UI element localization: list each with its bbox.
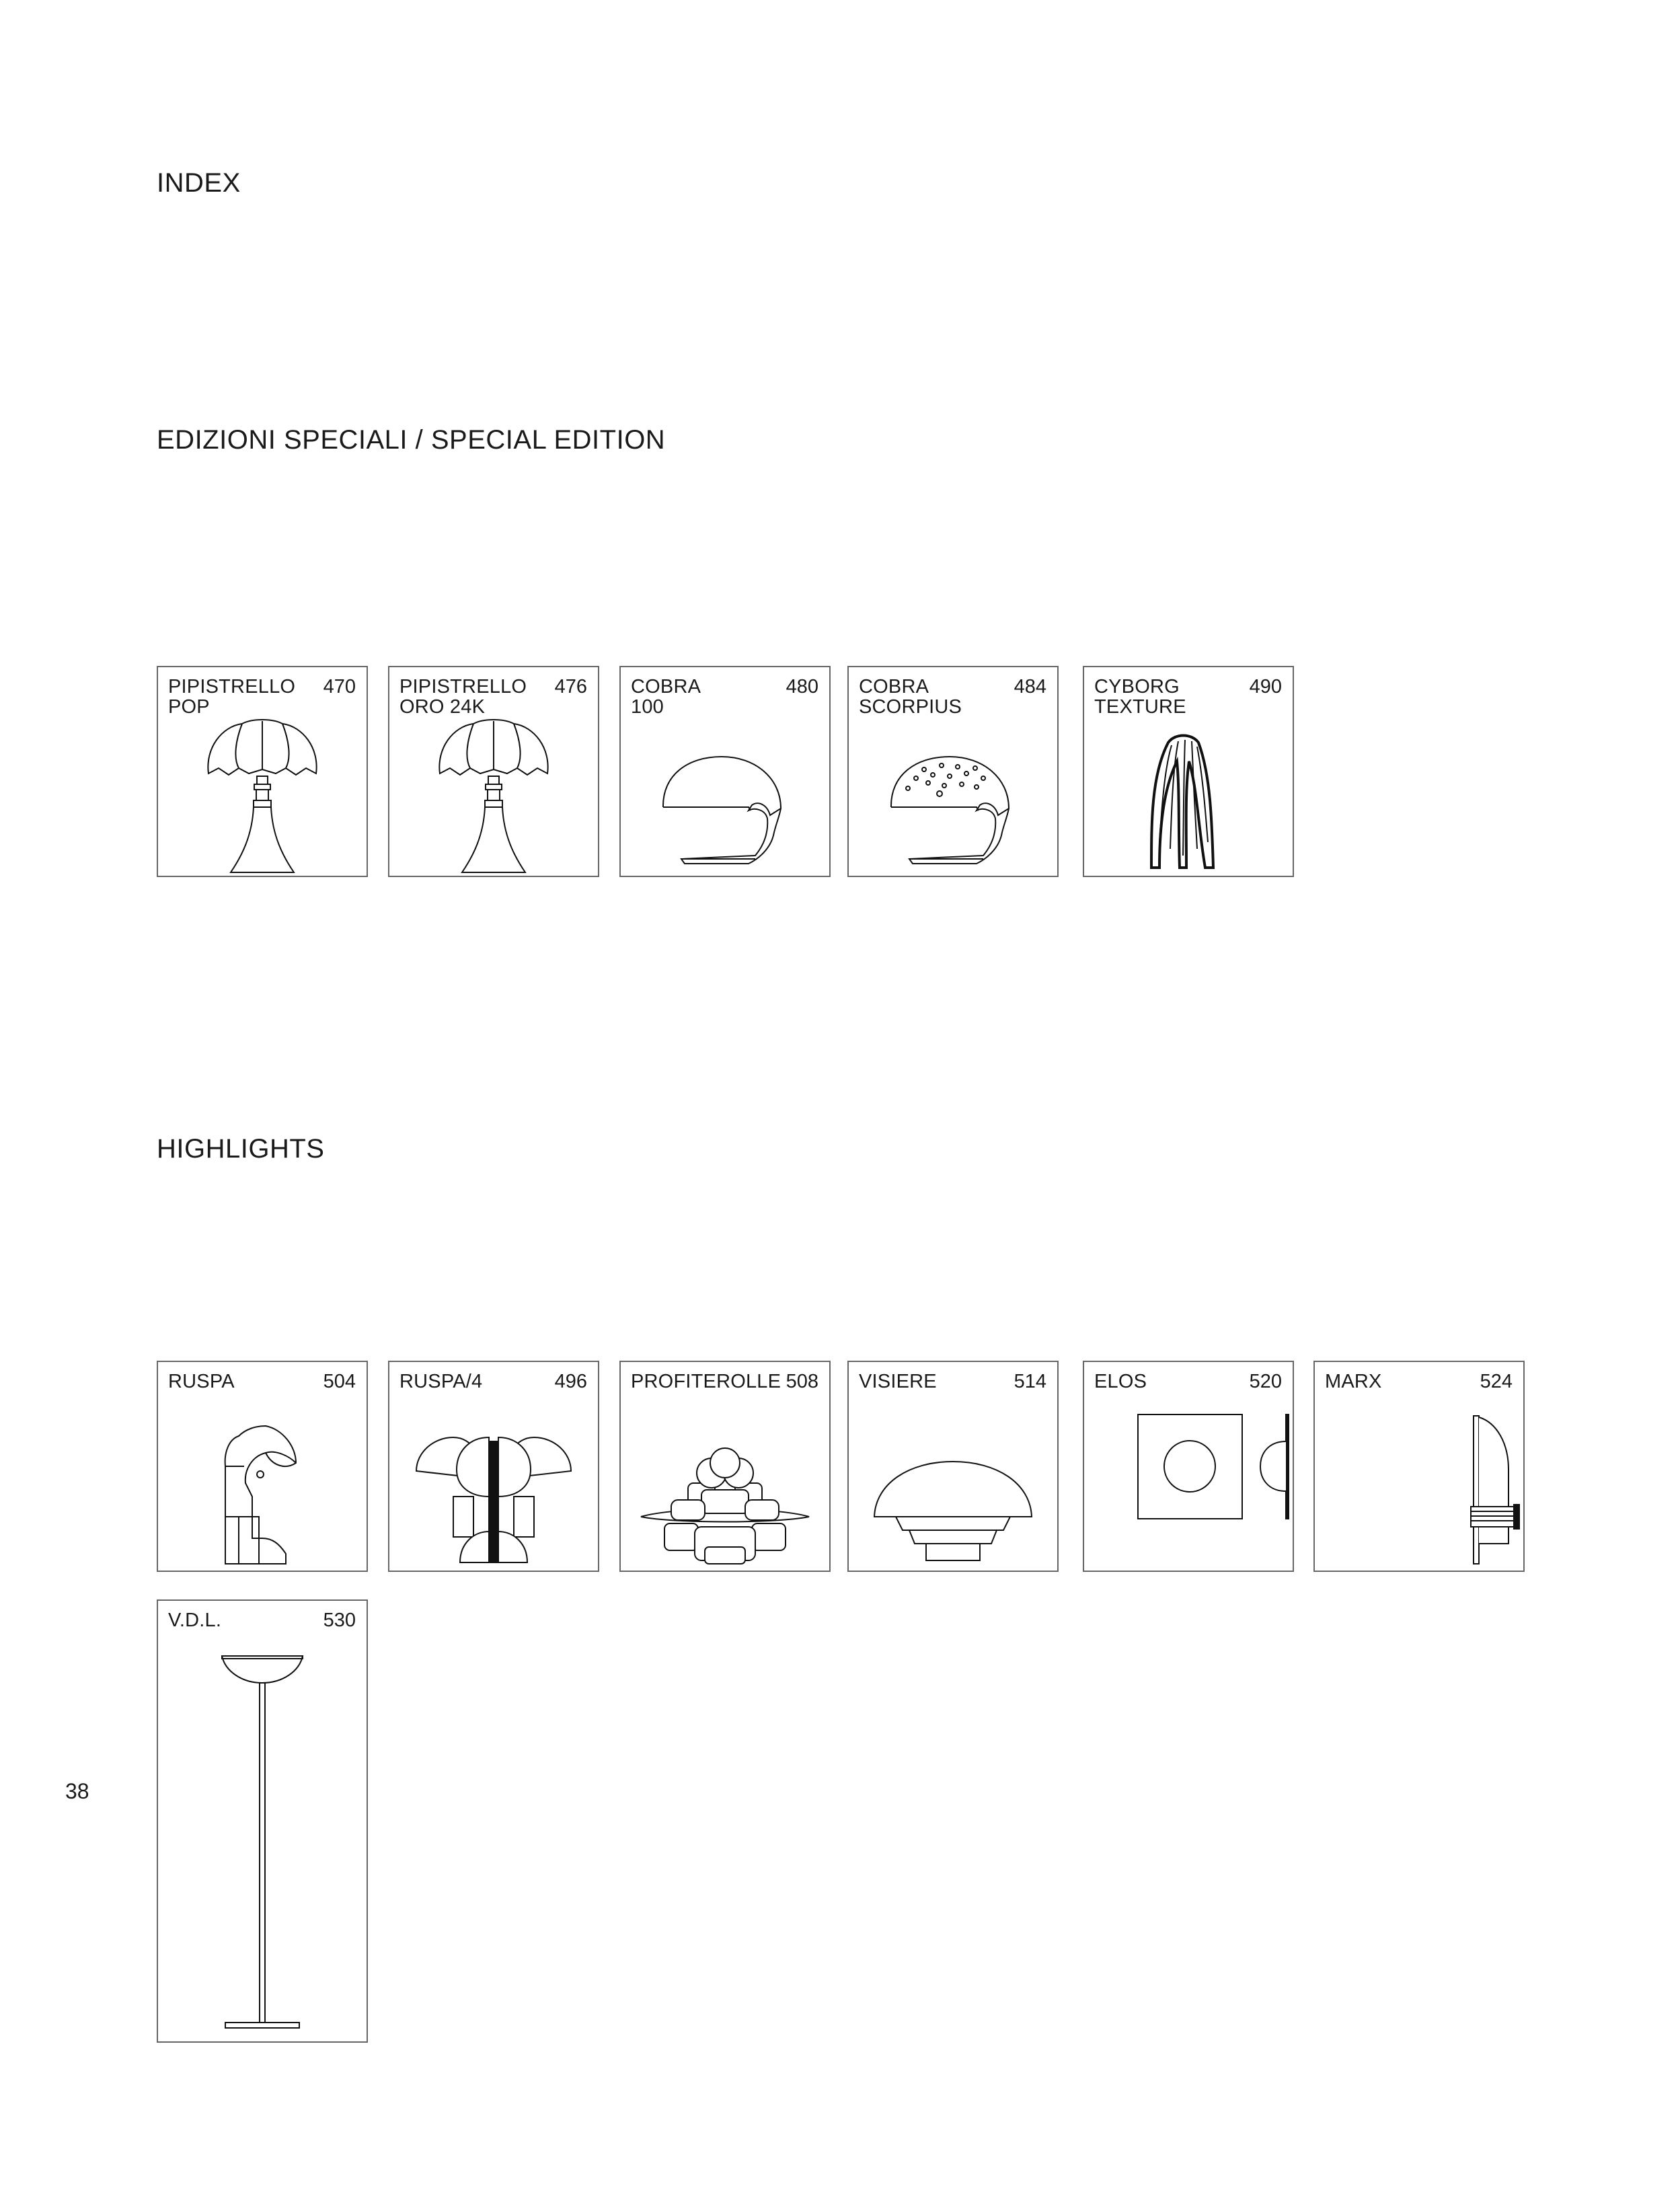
product-page-number: 530	[323, 1610, 356, 1631]
pipistrello-lamp-icon	[389, 667, 598, 876]
product-tile-profiterolle[interactable]	[619, 1361, 831, 1572]
product-tile-cyborg-texture[interactable]	[1083, 666, 1294, 877]
product-page-number: 480	[786, 676, 818, 697]
special-edition-heading: EDIZIONI SPECIALI / SPECIAL EDITION	[157, 425, 666, 455]
product-page-number: 496	[554, 1371, 587, 1392]
product-page-number: 520	[1249, 1371, 1282, 1392]
product-name: V.D.L.	[168, 1610, 222, 1631]
product-tile-ruspa-4[interactable]	[388, 1361, 599, 1572]
ruspa-lamp-icon	[158, 1362, 367, 1571]
cyborg-lamp-icon	[1084, 667, 1293, 876]
product-name: PIPISTRELLO ORO 24K	[399, 676, 527, 718]
product-tile-pipistrello-oro[interactable]	[388, 666, 599, 877]
product-page-number: 514	[1014, 1371, 1046, 1392]
product-page-number: 470	[323, 676, 356, 697]
product-tile-ruspa[interactable]	[157, 1361, 368, 1572]
highlights-heading: HIGHLIGHTS	[157, 1134, 325, 1164]
product-tile-cobra-100[interactable]	[619, 666, 831, 877]
product-page-number: 490	[1249, 676, 1282, 697]
page-title: INDEX	[157, 168, 241, 198]
product-name: COBRA 100	[631, 676, 701, 718]
product-name: ELOS	[1094, 1371, 1147, 1392]
pipistrello-lamp-icon	[158, 667, 367, 876]
product-name: PROFITEROLLE	[631, 1371, 781, 1392]
product-tile-visiere[interactable]	[847, 1361, 1059, 1572]
cobra-scorpius-lamp-icon	[849, 667, 1057, 876]
product-name: RUSPA	[168, 1371, 235, 1392]
elos-lamp-icon	[1084, 1362, 1293, 1571]
marx-lamp-icon	[1315, 1362, 1523, 1571]
product-tile-vdl[interactable]	[157, 1599, 368, 2043]
page-number: 38	[65, 1779, 89, 1803]
product-name: MARX	[1325, 1371, 1382, 1392]
product-tile-pipistrello-pop[interactable]	[157, 666, 368, 877]
product-name: RUSPA/4	[399, 1371, 483, 1392]
product-name: VISIERE	[859, 1371, 937, 1392]
visiere-lamp-icon	[849, 1362, 1057, 1571]
product-name: CYBORG TEXTURE	[1094, 676, 1186, 718]
product-page-number: 476	[554, 676, 587, 697]
cobra-lamp-icon	[621, 667, 829, 876]
product-name: COBRA SCORPIUS	[859, 676, 962, 718]
vdl-floor-lamp-icon	[158, 1601, 367, 2041]
product-page-number: 484	[1014, 676, 1046, 697]
product-page-number: 508	[786, 1371, 818, 1392]
product-page-number: 524	[1480, 1371, 1513, 1392]
product-tile-elos[interactable]	[1083, 1361, 1294, 1572]
product-page-number: 504	[323, 1371, 356, 1392]
product-tile-marx[interactable]	[1313, 1361, 1525, 1572]
profiterolle-lamp-icon	[621, 1362, 829, 1571]
product-name: PIPISTRELLO POP	[168, 676, 296, 718]
product-tile-cobra-scorpius[interactable]	[847, 666, 1059, 877]
ruspa4-lamp-icon	[389, 1362, 598, 1571]
